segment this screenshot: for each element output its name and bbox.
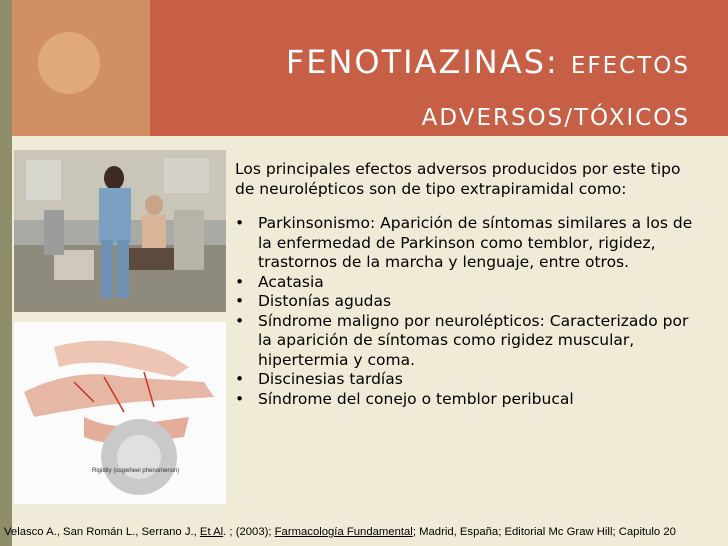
hands-illustration	[14, 322, 226, 504]
title-sub2: ADVERSOS/TÓXICOS	[421, 105, 690, 131]
content-body	[235, 160, 695, 409]
image-caption: Rigidity (cogwheel phenomenon)	[92, 468, 180, 474]
intro-text: Los principales efectos adversos producidos por este tipo de neurolépticos son de tipo extrapiramidal como:	[235, 160, 681, 198]
effects-list	[235, 214, 695, 409]
title-main: FENOTIAZINAS:	[285, 43, 559, 81]
citation-authors: Velasco A., San Román L., Serrano J.,	[4, 526, 200, 538]
citation-etal[interactable]: Et Al	[199, 526, 224, 538]
bullet-distonias: • Distonías agudas	[235, 292, 695, 312]
citation-year: . ; (2003);	[223, 526, 275, 538]
citation-book[interactable]: Farmacología Fundamental	[274, 526, 413, 538]
bullet-sindrome-maligno: • Síndrome maligno por neurolépticos: Caracterizado por la aparición de síntomas como rigidez muscular, hipertermia y coma.	[235, 312, 695, 371]
decorative-circle	[38, 32, 100, 94]
bullet-acatasia: • Acatasia	[235, 273, 695, 293]
citation-rest: ; Madrid, España; Editorial Mc Graw Hill; Capitulo 20	[412, 526, 676, 538]
bullet-discinesias: • Discinesias tardías	[235, 370, 695, 390]
hospital-photo	[14, 150, 226, 312]
left-strip	[0, 0, 12, 546]
title-sub1: EFECTOS	[570, 53, 690, 79]
bullet-parkinsonismo: • Parkinsonismo: Aparición de síntomas similares a los de la enfermedad de Parkinson como temblor, rigidez, trastornos de la marcha y lenguaje, entre otros.	[235, 214, 695, 273]
bullet-sindrome-conejo: • Síndrome del conejo o temblor peribucal	[235, 390, 695, 410]
citation	[4, 526, 724, 538]
slide-title	[260, 38, 690, 142]
